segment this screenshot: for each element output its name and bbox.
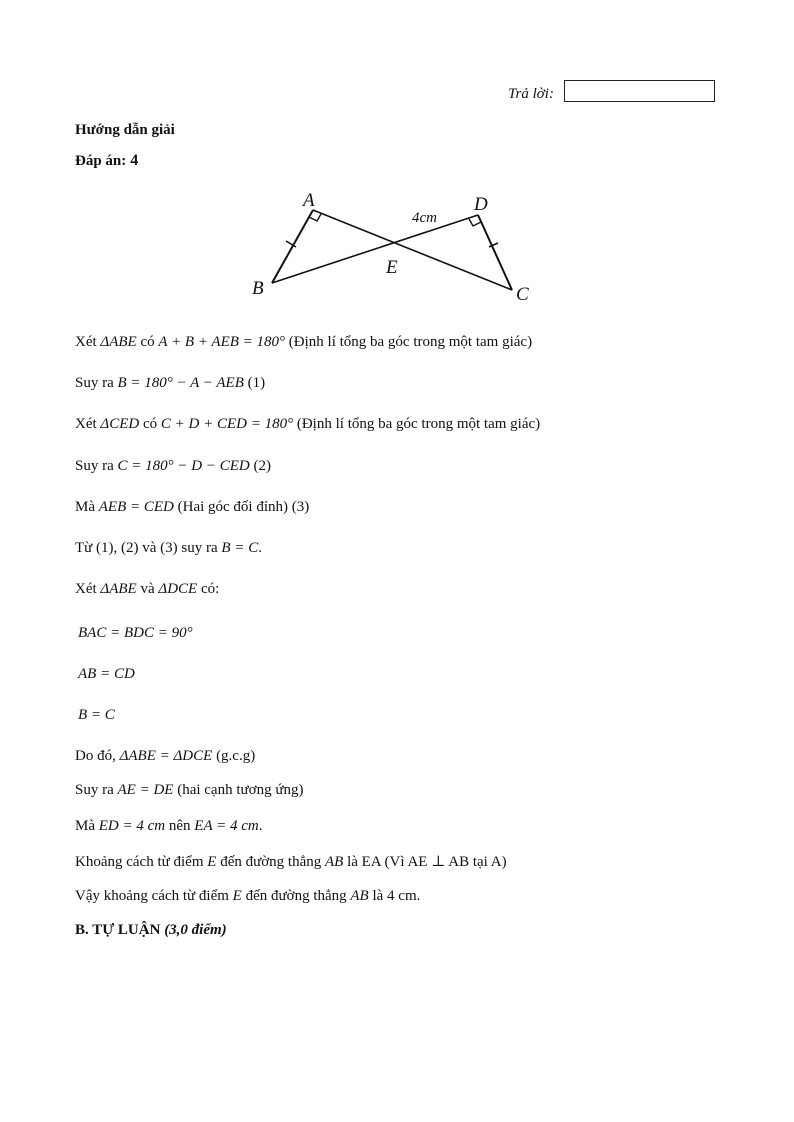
segment-bd xyxy=(272,215,478,283)
geometry-figure xyxy=(240,185,550,310)
math-expression: E xyxy=(207,854,217,870)
math-expression: AB xyxy=(350,888,369,904)
math-expression: ΔDCE xyxy=(158,581,198,597)
math-expression: AB xyxy=(324,854,344,870)
label-b: B xyxy=(252,278,264,299)
section-title: B. TỰ LUẬN xyxy=(75,922,161,938)
solution-line xyxy=(78,707,115,724)
math-expression: B = C xyxy=(78,707,115,723)
label-c: C xyxy=(516,284,529,305)
label-d: D xyxy=(474,194,488,215)
label-a: A xyxy=(303,190,315,211)
solution-heading: Hướng dẫn giải xyxy=(75,122,175,138)
math-expression: B = C xyxy=(221,540,259,556)
solution-line: Mà ED = 4 cm nên EA = 4 cm. xyxy=(75,818,263,834)
math-expression: E xyxy=(232,888,242,904)
math-expression: ΔABE xyxy=(100,334,137,350)
solution-line xyxy=(78,666,135,683)
math-expression: ΔABE xyxy=(100,581,137,597)
solution-line: Từ (1), (2) và (3) suy ra B = C. xyxy=(75,540,262,556)
math-expression: C + D + CED = 180° xyxy=(160,416,294,432)
answer-line xyxy=(75,152,138,170)
solution-line: Vậy khoảng cách từ điểm E đến đường thẳng AB là 4 cm. xyxy=(75,888,421,904)
solution-line: Khoảng cách từ điểm E đến đường thẳng AB là EA (Vì AE ⊥ AB tại A) xyxy=(75,854,507,870)
answer-label: Đáp án: xyxy=(75,153,127,169)
answer-value: 4 xyxy=(130,152,139,169)
label-length: 4cm xyxy=(412,210,437,226)
math-expression: ED = 4 cm xyxy=(98,818,166,834)
solution-line: Suy ra B = 180° − A − AEB (1) xyxy=(75,375,266,391)
section-heading xyxy=(75,922,227,939)
math-expression: A + B + AEB = 180° xyxy=(158,334,286,350)
solution-line: Xét ΔCED có C + D + CED = 180° (Định lí tổng ba góc trong một tam giác) xyxy=(75,416,541,432)
answer-prompt: Trả lời: xyxy=(508,86,554,102)
solution-line: Mà AEB = CED (Hai góc đối đỉnh) (3) xyxy=(75,499,310,515)
answer-input-box[interactable] xyxy=(564,80,715,102)
math-expression: EA = 4 cm xyxy=(194,818,259,834)
section-points: (3,0 điểm) xyxy=(164,922,227,938)
solution-line: Xét ΔABE có A + B + AEB = 180° (Định lí tổng ba góc trong một tam giác) xyxy=(75,334,533,350)
math-expression: AE = DE xyxy=(117,782,174,798)
solution-line xyxy=(78,625,193,642)
solution-line: Xét ΔABE và ΔDCE có: xyxy=(75,581,220,597)
solution-line: Suy ra C = 180° − D − CED (2) xyxy=(75,458,271,474)
math-expression: ΔCED xyxy=(100,416,140,432)
solution-line: Do đó, ΔABE = ΔDCE (g.c.g) xyxy=(75,748,256,764)
math-expression: AB = CD xyxy=(78,666,135,682)
math-expression: BAC = BDC = 90° xyxy=(78,625,193,641)
math-expression: C = 180° − D − CED xyxy=(117,458,250,474)
math-expression: ΔABE = ΔDCE xyxy=(119,748,213,764)
math-expression: B = 180° − A − AEB xyxy=(117,375,244,391)
math-expression: AEB = CED xyxy=(98,499,174,515)
label-e: E xyxy=(386,257,398,278)
solution-line: Suy ra AE = DE (hai cạnh tương ứng) xyxy=(75,782,304,798)
